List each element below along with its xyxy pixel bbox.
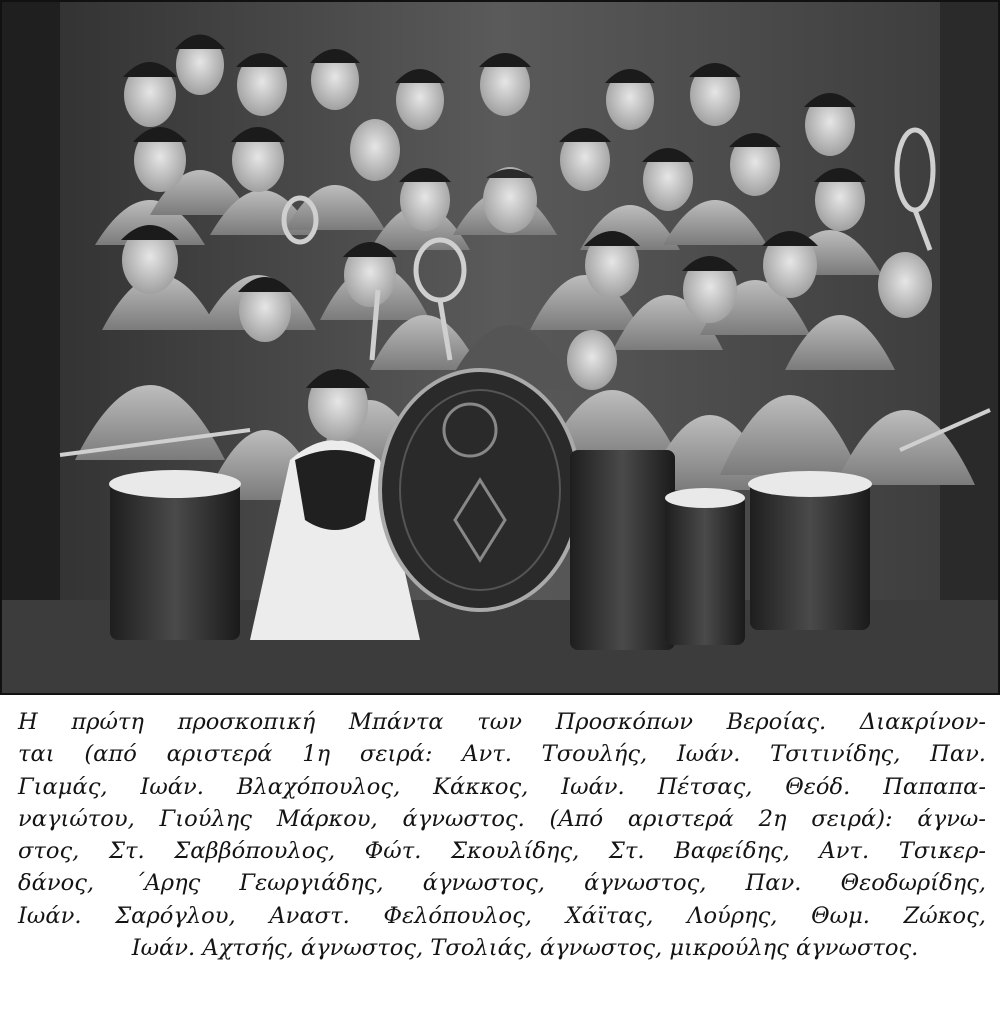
photo-caption <box>18 706 986 964</box>
caption-line: δάνος, ΄Αρης Γεωργιάδης, άγνωστος, άγνωστος, Παν. Θεοδωρίδης, <box>18 870 986 897</box>
caption-line: Ιωάν. Αχτσής, άγνωστος, Τσολιάς, άγνωστος, μικρούλης άγνωστος. <box>131 935 919 962</box>
caption-line: στος, Στ. Σαββόπουλος, Φώτ. Σκουλίδης, Στ. Βαφείδης, Αντ. Τσικερ- <box>18 838 986 865</box>
caption-line: Η πρώτη προσκοπική Μπάντα των Προσκόπων Βεροίας. Διακρίνον- <box>18 709 986 735</box>
caption-line: ναγιώτου, Γιούλης Μάρκου, άγνωστος. (Από αριστερά 2η σειρά): άγνω- <box>18 805 986 832</box>
caption-line: Γιαμάς, Ιωάν. Βλαχόπουλος, Κάκκος, Ιωάν. Πέτσας, Θεόδ. Παπαπα- <box>18 773 986 800</box>
caption-line: ται (από αριστερά 1η σειρά: Αντ. Τσουλής, Ιωάν. Τσιτινίδης, Παν. <box>18 741 986 768</box>
bass-drum <box>380 370 580 610</box>
caption-line: Ιωάν. Σαρόγλου, Αναστ. Φελόπουλος, Χάϊτας, Λούρης, Θωμ. Ζώκος, <box>18 902 986 929</box>
